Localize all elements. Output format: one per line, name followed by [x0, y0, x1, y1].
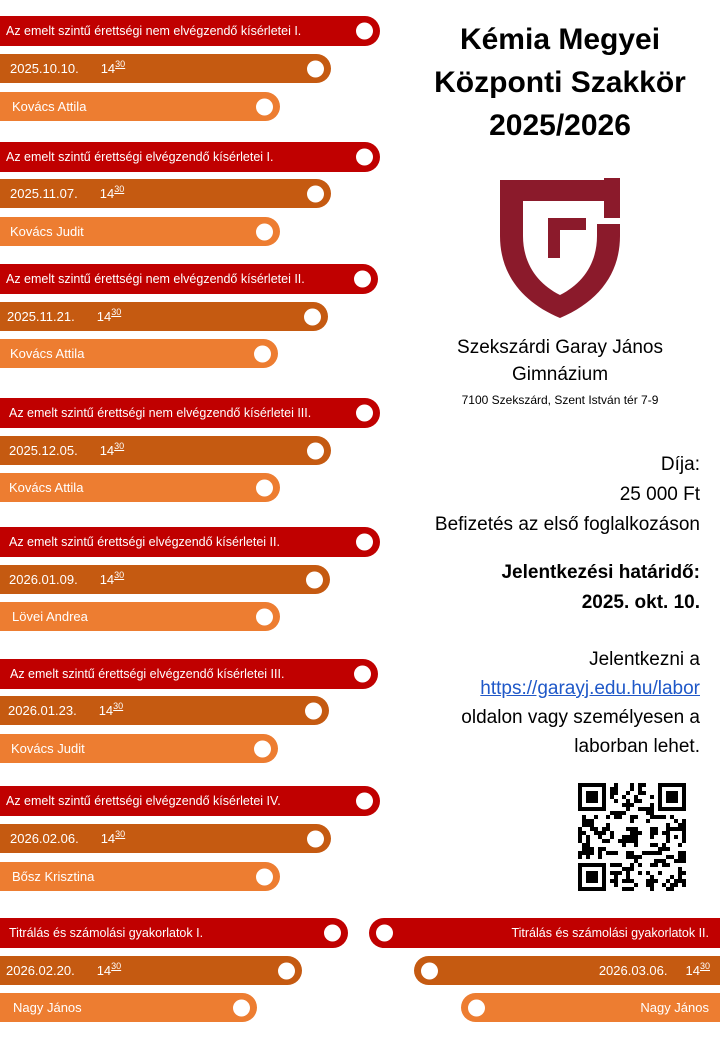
school-address: 7100 Szekszárd, Szent István tér 7-9 [461, 393, 659, 407]
session-2-teacher-bar [0, 217, 280, 246]
fee-label: Díja: [660, 454, 700, 475]
bullet-icon [256, 223, 273, 240]
session-teacher: Nagy János [640, 1000, 709, 1015]
session-4-date-bar [0, 436, 331, 465]
session-time: $14^{30}$ [96, 960, 122, 978]
session-4-title-bar [0, 398, 380, 428]
session-3-date-bar [0, 302, 328, 331]
bullet-icon [356, 405, 373, 422]
session-date: 2025.11.21. [7, 309, 75, 324]
session-teacher: Kovács Attila [9, 480, 84, 495]
session-time: $14^{30}$ [96, 306, 122, 324]
session-time: $14^{30}$ [99, 569, 125, 587]
session-5-title-bar [0, 527, 380, 557]
signup-block: Jelentkezni a https://garayj.edu.hu/labor oldalon vagy személyesen a laborban lehet. [461, 649, 700, 757]
session-6-title-bar [0, 659, 378, 689]
bullet-icon [354, 666, 371, 683]
session-7-teacher-bar [0, 862, 280, 891]
session-9-date-bar [414, 956, 720, 985]
session-time: $14^{30}$ [98, 700, 124, 718]
session-date: 2025.12.05. [9, 443, 78, 458]
session-1-teacher-bar [0, 92, 280, 121]
session-1-date-bar [0, 54, 331, 83]
session-4-teacher-bar [0, 473, 280, 502]
bullet-icon [233, 999, 250, 1016]
session-7-title-bar [0, 786, 380, 816]
session-title: Az emelt szintű érettségi elvégzendő kísérletei IV. [6, 794, 281, 808]
page-title: Kémia Megyei Központi Szakkör 2025/2026 [434, 23, 686, 142]
session-6-date-bar [0, 696, 329, 725]
session-title: Az emelt szintű érettségi elvégzendő kísérletei II. [9, 535, 280, 549]
session-5-teacher-bar [0, 602, 280, 631]
signup-link[interactable]: https://garayj.edu.hu/labor [480, 678, 700, 699]
bullet-icon [307, 442, 324, 459]
bullet-icon [468, 999, 485, 1016]
shield-logo-icon [498, 178, 622, 320]
bullet-icon [356, 793, 373, 810]
deadline-block [400, 558, 700, 618]
bullet-icon [356, 534, 373, 551]
bullet-icon [307, 60, 324, 77]
bullet-icon [376, 925, 393, 942]
session-time: $14^{30}$ [100, 828, 126, 846]
dinosaur-icon [618, 827, 642, 847]
session-date: 2025.11.07. [10, 186, 78, 201]
session-teacher: Kovács Attila [12, 99, 87, 114]
session-2-title-bar [0, 142, 380, 172]
bullet-icon [256, 479, 273, 496]
bullet-icon [324, 925, 341, 942]
session-date: 2026.03.06. [598, 963, 668, 978]
bullet-icon [304, 308, 321, 325]
session-teacher: Lövei Andrea [12, 609, 88, 624]
session-time: $14^{30}$ [685, 960, 710, 978]
session-teacher: Kovács Judit [10, 224, 84, 239]
session-title: Az emelt szintű érettségi elvégzendő kísérletei III. [10, 667, 285, 681]
session-title: Az emelt szintű érettségi nem elvégzendő kísérletei II. [6, 272, 305, 286]
session-title: Titrálás és számolási gyakorlatok II. [511, 926, 709, 940]
session-2-date-bar [0, 179, 331, 208]
session-date: 2026.01.09. [9, 572, 78, 587]
session-date: 2026.02.06. [10, 831, 79, 846]
session-5-date-bar [0, 565, 330, 594]
fee-note: Befizetés az első foglalkozáson [434, 514, 700, 535]
session-time: $14^{30}$ [99, 440, 125, 458]
session-8-date-bar [0, 956, 302, 985]
bullet-icon [254, 740, 271, 757]
bullet-icon [256, 868, 273, 885]
deadline-label: Jelentkezési határidő: [501, 562, 700, 583]
bullet-icon [278, 962, 295, 979]
session-1-title-bar [0, 16, 380, 46]
session-teacher: Nagy János [13, 1000, 82, 1015]
bullet-icon [421, 962, 438, 979]
bullet-icon [256, 608, 273, 625]
session-9-teacher-bar [461, 993, 720, 1022]
session-7-date-bar [0, 824, 331, 853]
bullet-icon [254, 345, 271, 362]
fee-amount: 25 000 Ft [619, 484, 700, 505]
fee-block [400, 450, 700, 540]
bullet-icon [307, 830, 324, 847]
qr-code-icon[interactable] [578, 783, 686, 891]
bullet-icon [256, 98, 273, 115]
session-teacher: Kovács Attila [10, 346, 85, 361]
bullet-icon [356, 149, 373, 166]
bullet-icon [356, 23, 373, 40]
bullet-icon [354, 271, 371, 288]
session-6-teacher-bar [0, 734, 278, 763]
session-title: Az emelt szintű érettségi nem elvégzendő kísérletei I. [6, 24, 302, 38]
session-8-teacher-bar [0, 993, 257, 1022]
session-teacher: Bősz Krisztina [12, 869, 95, 884]
session-time: $14^{30}$ [99, 183, 125, 201]
session-time: $14^{30}$ [100, 58, 126, 76]
session-date: 2025.10.10. [10, 61, 79, 76]
bullet-icon [305, 702, 322, 719]
session-9-title-bar [369, 918, 720, 948]
session-title: Az emelt szintű érettségi elvégzendő kísérletei I. [6, 150, 274, 164]
school-name: Szekszárdi Garay János Gimnázium [457, 337, 663, 385]
session-8-title-bar [0, 918, 348, 948]
bullet-icon [306, 571, 323, 588]
session-title: Titrálás és számolási gyakorlatok I. [9, 926, 204, 940]
session-title: Az emelt szintű érettségi nem elvégzendő kísérletei III. [9, 406, 312, 420]
session-3-title-bar [0, 264, 378, 294]
bullet-icon [307, 185, 324, 202]
deadline-date: 2025. okt. 10. [581, 592, 700, 613]
session-date: 2026.02.20. [6, 963, 75, 978]
session-3-teacher-bar [0, 339, 278, 368]
session-teacher: Kovács Judit [11, 741, 85, 756]
session-date: 2026.01.23. [8, 703, 77, 718]
